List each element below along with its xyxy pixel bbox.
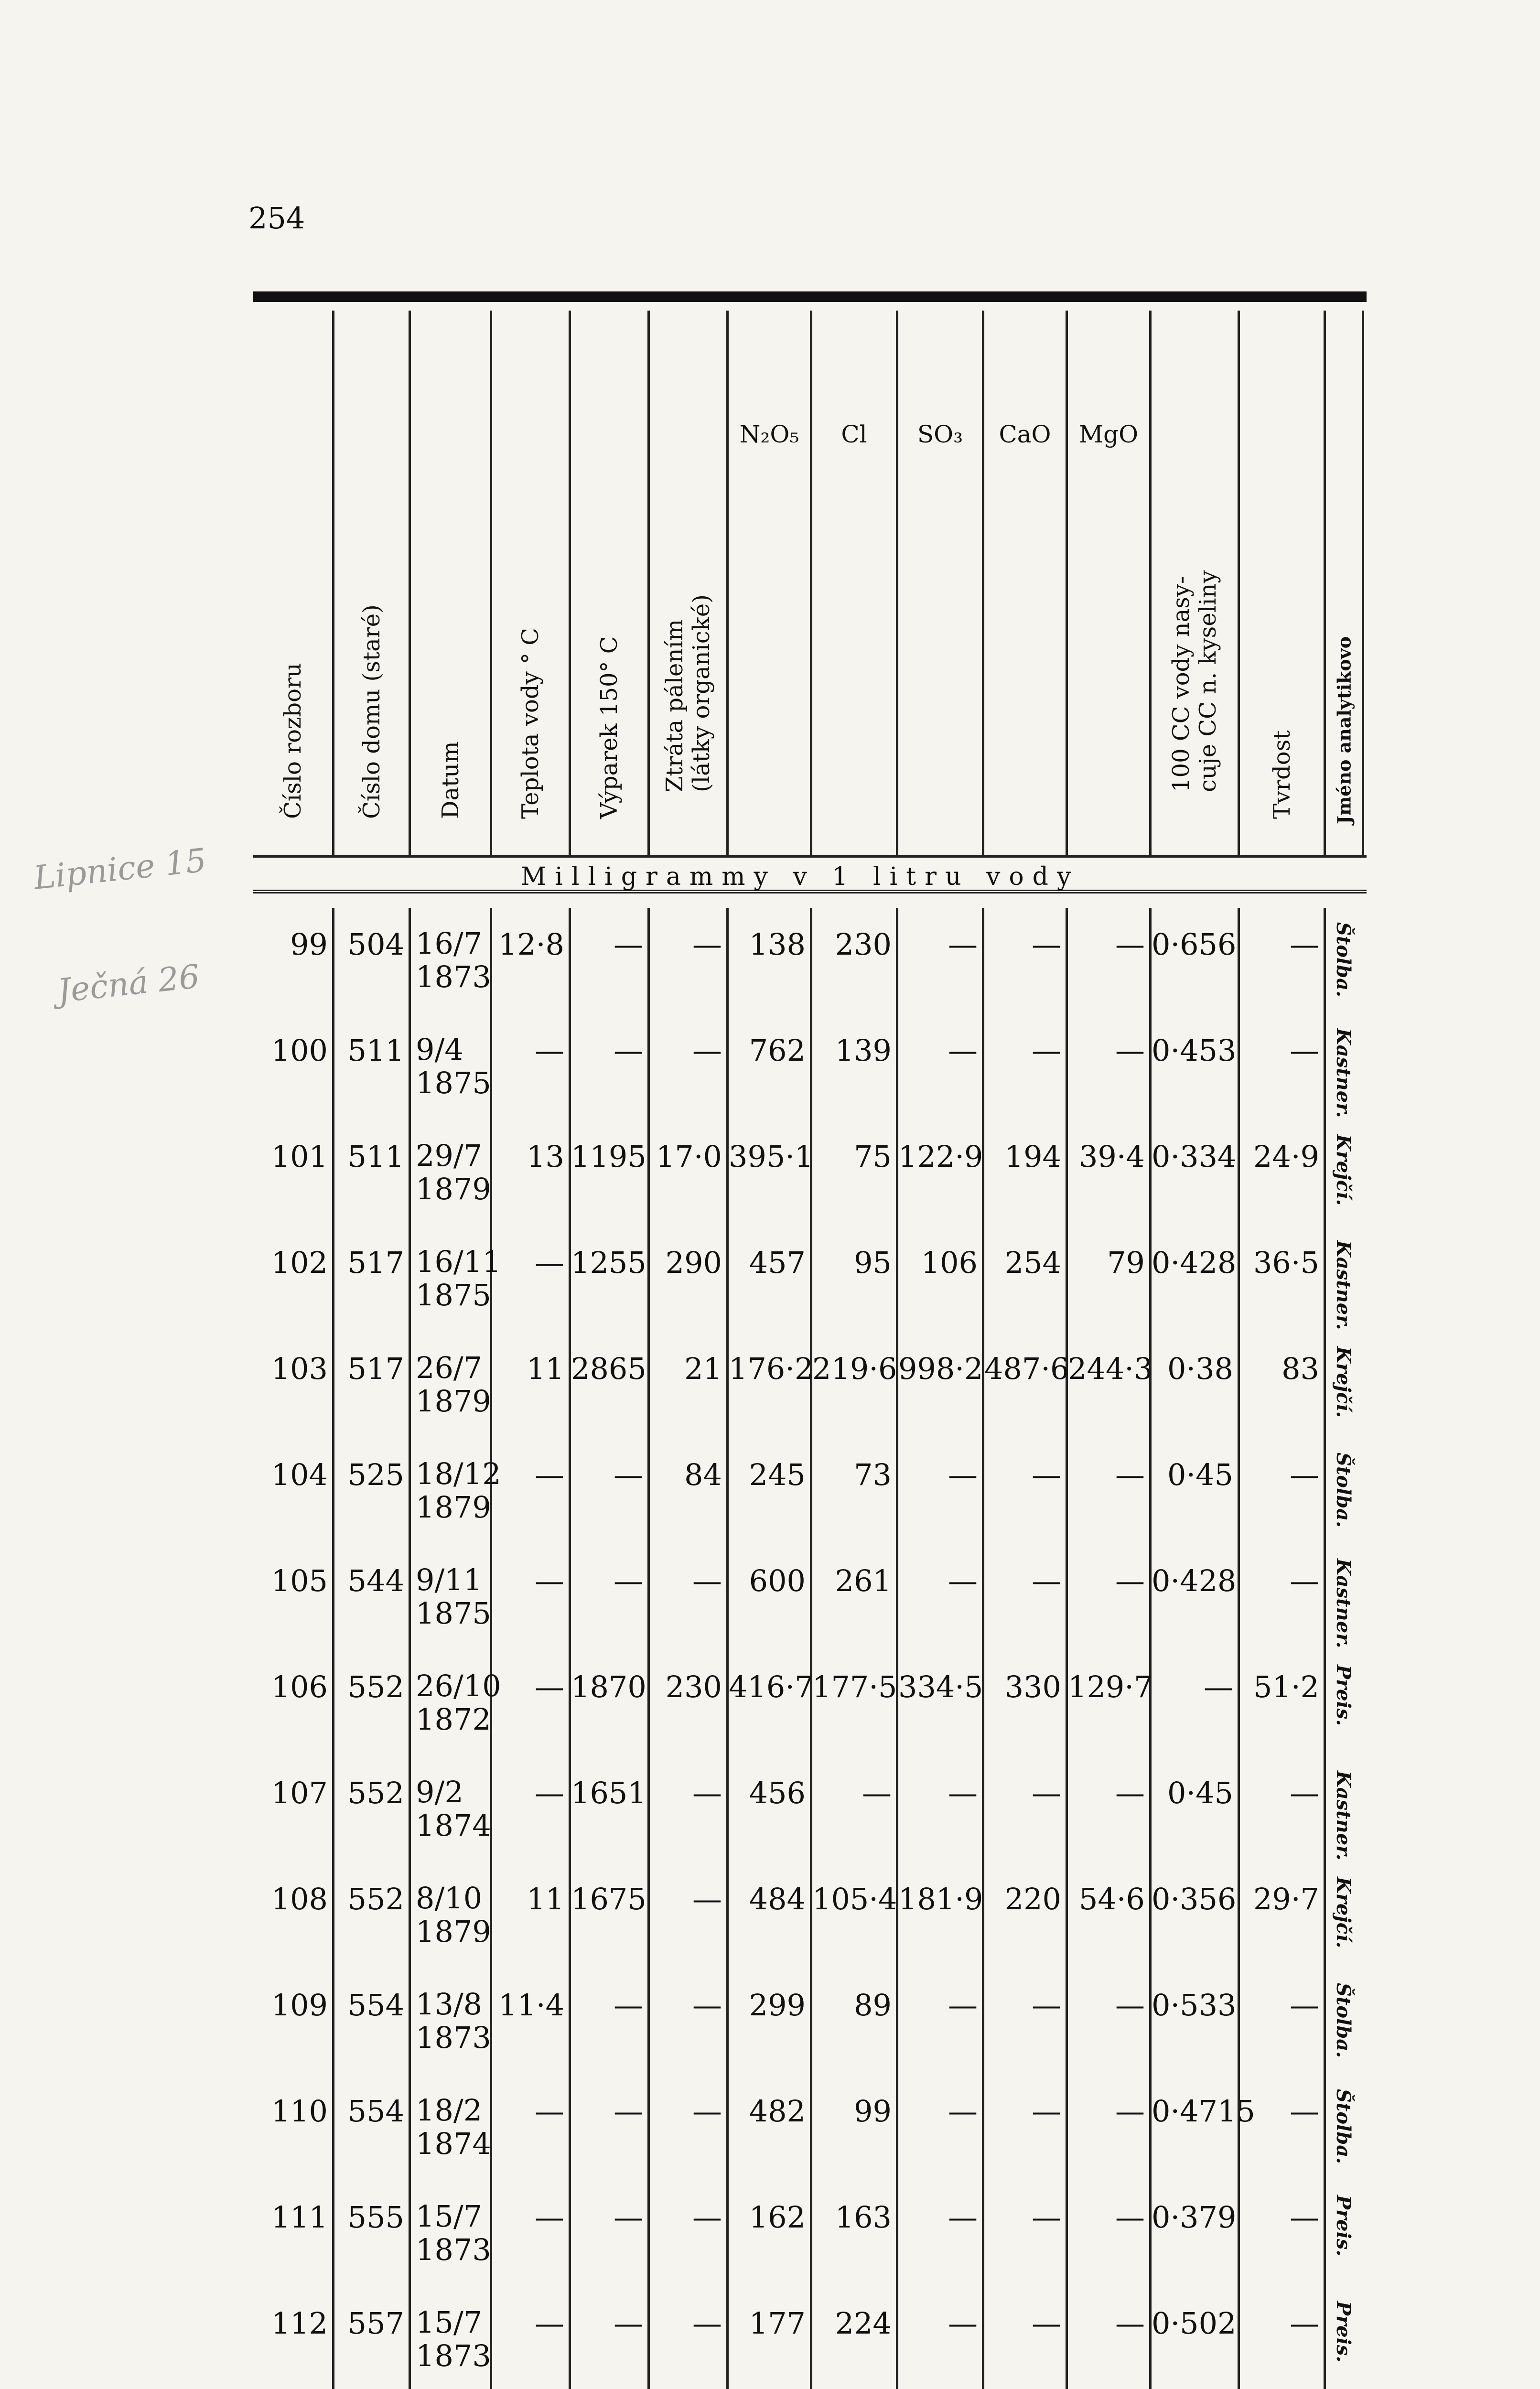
cell-datum: 15/7 1873 — [416, 2199, 491, 2267]
cell-so3: — — [948, 1457, 978, 1492]
cell-so3: 181·9 — [898, 1882, 983, 1916]
cell-mgo: — — [1115, 2306, 1145, 2341]
cell-so3: 998·2 — [898, 1351, 983, 1386]
cell-vyparek: — — [614, 2094, 643, 2129]
table-row — [253, 1756, 1367, 1865]
cell-tvrdost: — — [1290, 1988, 1319, 2023]
cell-analytik: Krejčí. — [1332, 1346, 1355, 1418]
cell-teplota: — — [535, 2306, 564, 2341]
cell-vyparek: 1651 — [571, 1776, 646, 1810]
cell-n2o5: 482 — [749, 2094, 806, 2129]
cell-tvrdost: 83 — [1282, 1351, 1319, 1386]
cell-tvrdost: — — [1290, 2094, 1319, 2129]
cell-nasyceni: 0·428 — [1152, 1563, 1237, 1598]
cell-analytik: Kastner. — [1332, 1559, 1355, 1648]
cell-nasyceni: 0·656 — [1152, 927, 1237, 962]
cell-mgo: — — [1115, 1563, 1145, 1598]
cell-vyparek: 1870 — [571, 1669, 646, 1704]
header-label: Tvrdost — [1268, 730, 1295, 819]
table-row — [253, 1332, 1367, 1441]
table-row — [253, 1650, 1367, 1759]
cell-cl: 75 — [854, 1139, 892, 1174]
cell-cislo-rozboru: 101 — [271, 1139, 328, 1174]
header-col-cao — [984, 311, 1068, 855]
cell-so3: — — [948, 1563, 978, 1598]
cell-cislo-rozboru: 111 — [271, 2200, 328, 2235]
cell-ztrata: — — [692, 2200, 722, 2235]
cell-cao: 330 — [1004, 1669, 1061, 1704]
cell-analytik: Kastner. — [1332, 1028, 1355, 1118]
cell-analytik: Krejčí. — [1332, 1134, 1355, 1206]
cell-datum: 18/12 1879 — [416, 1456, 501, 1525]
cell-mgo: 244·3 — [1068, 1351, 1153, 1386]
cell-cislo-domu: 555 — [347, 2200, 404, 2235]
cell-vyparek: 2865 — [571, 1351, 646, 1386]
top-rule — [253, 291, 1367, 302]
cell-datum: 9/4 1875 — [416, 1032, 491, 1100]
margin-note: Lipnice 15 — [32, 841, 208, 897]
cell-analytik: Preis. — [1332, 1665, 1355, 1726]
cell-tvrdost: 36·5 — [1253, 1245, 1319, 1280]
cell-so3: — — [948, 1033, 978, 1068]
cell-ztrata: — — [692, 1988, 722, 2023]
cell-cl: 163 — [835, 2200, 892, 2235]
header-label: Číslo rozboru — [279, 663, 306, 819]
table-row — [253, 1544, 1367, 1653]
cell-vyparek: 1195 — [571, 1139, 646, 1174]
cell-cao: — — [1032, 1988, 1061, 2023]
cell-nasyceni: 0·379 — [1152, 2200, 1237, 2235]
cell-teplota: — — [535, 2200, 564, 2235]
cell-vyparek: — — [614, 1457, 643, 1492]
cell-cislo-domu: 554 — [347, 1988, 404, 2023]
cell-so3: — — [948, 1988, 978, 2023]
cell-teplota: 11 — [527, 1351, 564, 1386]
cell-mgo: — — [1115, 927, 1145, 962]
cell-mgo: — — [1115, 1776, 1145, 1810]
cell-cl: 95 — [854, 1245, 892, 1280]
cell-ztrata: 290 — [665, 1245, 722, 1280]
cell-mgo: 79 — [1107, 1245, 1145, 1280]
cell-nasyceni: — — [1204, 1669, 1233, 1704]
cell-ztrata: 230 — [665, 1669, 722, 1704]
cell-analytik: Štolba. — [1332, 2089, 1355, 2164]
header-col-cl — [812, 311, 898, 855]
cell-cislo-domu: 504 — [347, 927, 404, 962]
header-col-mgo — [1068, 311, 1152, 855]
cell-cl: 230 — [835, 927, 892, 962]
header-col-ztrata — [650, 311, 729, 855]
cell-datum: 9/11 1875 — [416, 1562, 491, 1631]
header-label: Výparek 150° C — [596, 636, 623, 819]
cell-tvrdost: 29·7 — [1253, 1882, 1319, 1916]
table-row — [253, 2287, 1367, 2389]
table-row — [253, 1438, 1367, 1547]
cell-teplota: 12·8 — [498, 927, 564, 962]
table-row — [253, 2075, 1367, 2184]
cell-ztrata: — — [692, 2094, 722, 2129]
cell-cislo-rozboru: 107 — [271, 1776, 328, 1810]
cell-nasyceni: 0·453 — [1152, 1033, 1237, 1068]
cell-n2o5: 416·7 — [729, 1669, 814, 1704]
cell-cao: 194 — [1004, 1139, 1061, 1174]
cell-datum: 16/7 1873 — [416, 926, 491, 994]
header-label: CaO — [999, 420, 1051, 448]
cell-mgo: 129·7 — [1068, 1669, 1153, 1704]
cell-ztrata: — — [692, 1563, 722, 1598]
cell-n2o5: 138 — [749, 927, 806, 962]
cell-cislo-domu: 517 — [347, 1245, 404, 1280]
table-body — [253, 908, 1367, 2389]
header-label: SO₃ — [917, 420, 963, 448]
table-row — [253, 1862, 1367, 1971]
cell-so3: 106 — [921, 1245, 978, 1280]
cell-vyparek: — — [614, 1563, 643, 1598]
cell-ztrata: — — [692, 1033, 722, 1068]
cell-vyparek: — — [614, 2200, 643, 2235]
header-label: Jméno analytikovo — [1333, 636, 1355, 824]
header-col-tvrdost — [1240, 311, 1326, 855]
cell-n2o5: 299 — [749, 1988, 806, 2023]
table-row — [253, 1226, 1367, 1335]
cell-cislo-domu: 517 — [347, 1351, 404, 1386]
cell-cao: 254 — [1004, 1245, 1061, 1280]
cell-analytik: Kastner. — [1332, 1240, 1355, 1330]
table-row — [253, 1969, 1367, 2077]
cell-teplota: — — [535, 1776, 564, 1810]
header-col-n2o5 — [729, 311, 812, 855]
cell-teplota: — — [535, 2094, 564, 2129]
cell-tvrdost: — — [1290, 1033, 1319, 1068]
cell-analytik: Preis. — [1332, 2195, 1355, 2257]
table-row — [253, 1120, 1367, 1229]
cell-cao: 220 — [1004, 1882, 1061, 1916]
cell-datum: 29/7 1879 — [416, 1138, 491, 1206]
cell-datum: 26/10 1872 — [416, 1668, 501, 1737]
cell-cl: 73 — [854, 1457, 892, 1492]
cell-tvrdost: — — [1290, 1563, 1319, 1598]
cell-so3: — — [948, 1776, 978, 1810]
units-row — [253, 855, 1367, 893]
cell-cl: 261 — [835, 1563, 892, 1598]
cell-cislo-rozboru: 110 — [271, 2094, 328, 2129]
cell-vyparek: — — [614, 1033, 643, 1068]
header-col-cislo-domu — [334, 311, 411, 855]
cell-nasyceni: 0·45 — [1167, 1776, 1233, 1810]
margin-note: Ječná 26 — [55, 958, 202, 1011]
cell-vyparek: — — [614, 2306, 643, 2341]
cell-so3: 334·5 — [898, 1669, 983, 1704]
cell-tvrdost: — — [1290, 1457, 1319, 1492]
cell-tvrdost: — — [1290, 927, 1319, 962]
cell-nasyceni: 0·533 — [1152, 1988, 1237, 2023]
header-label: Datum — [437, 741, 464, 819]
cell-nasyceni: 0·4715 — [1152, 2094, 1255, 2129]
cell-n2o5: 484 — [749, 1882, 806, 1916]
header-label: Ztráta pálením (látky organické) — [661, 594, 715, 792]
cell-vyparek: 1675 — [571, 1882, 646, 1916]
cell-tvrdost: 24·9 — [1253, 1139, 1319, 1174]
cell-ztrata: — — [692, 927, 722, 962]
cell-teplota: — — [535, 1563, 564, 1598]
cell-cislo-domu: 552 — [347, 1776, 404, 1810]
header-col-analytik — [1326, 311, 1364, 855]
cell-n2o5: 245 — [749, 1457, 806, 1492]
cell-analytik: Krejčí. — [1332, 1877, 1355, 1948]
cell-cl: 89 — [854, 1988, 892, 2023]
cell-so3: — — [948, 2094, 978, 2129]
cell-datum: 16/11 1875 — [416, 1244, 501, 1313]
cell-analytik: Štolba. — [1332, 1983, 1355, 2058]
cell-mgo: — — [1115, 2200, 1145, 2235]
header-col-teplota — [492, 311, 571, 855]
water-analysis-table — [253, 291, 1367, 2389]
cell-n2o5: 762 — [749, 1033, 806, 1068]
units-label: Milligrammy v 1 litru vody — [521, 862, 1080, 891]
cell-teplota: 13 — [527, 1139, 564, 1174]
cell-n2o5: 177 — [749, 2306, 806, 2341]
cell-vyparek: 1255 — [571, 1245, 646, 1280]
cell-teplota: — — [535, 1033, 564, 1068]
cell-cl: — — [862, 1776, 892, 1810]
cell-cislo-rozboru: 109 — [271, 1988, 328, 2023]
cell-mgo: 54·6 — [1078, 1882, 1145, 1916]
cell-nasyceni: 0·45 — [1167, 1457, 1233, 1492]
header-col-nasyceni — [1152, 311, 1240, 855]
cell-cislo-rozboru: 103 — [271, 1351, 328, 1386]
header-col-so3 — [898, 311, 984, 855]
cell-cislo-domu: 552 — [347, 1882, 404, 1916]
cell-mgo: 39·4 — [1078, 1139, 1145, 1174]
header-label: Teplota vody ° C — [517, 628, 544, 819]
table-header — [253, 311, 1367, 855]
cell-teplota: 11 — [527, 1882, 564, 1916]
cell-cl: 219·6 — [812, 1351, 897, 1386]
cell-datum: 26/7 1879 — [416, 1350, 491, 1419]
cell-ztrata: 21 — [684, 1351, 722, 1386]
cell-so3: — — [948, 2306, 978, 2341]
cell-cislo-rozboru: 108 — [271, 1882, 328, 1916]
cell-cao: 487·6 — [984, 1351, 1069, 1386]
cell-nasyceni: 0·356 — [1152, 1882, 1237, 1916]
cell-datum: 8/10 1879 — [416, 1881, 491, 1949]
cell-datum: 15/7 1873 — [416, 2305, 491, 2373]
cell-cao: — — [1032, 1776, 1061, 1810]
cell-cislo-domu: 554 — [347, 2094, 404, 2129]
header-label: 100 CC vody nasy- cuje CC n. kyseliny — [1168, 570, 1221, 792]
cell-nasyceni: 0·502 — [1152, 2306, 1237, 2341]
cell-cislo-domu: 552 — [347, 1669, 404, 1704]
cell-nasyceni: 0·334 — [1152, 1139, 1237, 1174]
cell-cl: 177·5 — [812, 1669, 897, 1704]
cell-so3: — — [948, 2200, 978, 2235]
cell-cao: — — [1032, 2200, 1061, 2235]
cell-nasyceni: 0·38 — [1167, 1351, 1233, 1386]
cell-cislo-rozboru: 104 — [271, 1457, 328, 1492]
cell-tvrdost: — — [1290, 2306, 1319, 2341]
cell-cao: — — [1032, 1563, 1061, 1598]
cell-datum: 18/2 1874 — [416, 2093, 491, 2161]
cell-teplota: — — [535, 1245, 564, 1280]
cell-analytik: Kastner. — [1332, 1771, 1355, 1861]
header-col-cislo-rozboru — [253, 311, 334, 855]
cell-cislo-domu: 525 — [347, 1457, 404, 1492]
cell-so3: 122·9 — [898, 1139, 983, 1174]
cell-cao: — — [1032, 1457, 1061, 1492]
cell-cl: 139 — [835, 1033, 892, 1068]
cell-mgo: — — [1115, 2094, 1145, 2129]
cell-mgo: — — [1115, 1988, 1145, 2023]
cell-n2o5: 456 — [749, 1776, 806, 1810]
cell-analytik: Preis. — [1332, 2301, 1355, 2363]
cell-tvrdost: — — [1290, 1776, 1319, 1810]
cell-ztrata: — — [692, 2306, 722, 2341]
cell-tvrdost: 51·2 — [1253, 1669, 1319, 1704]
cell-ztrata: — — [692, 1776, 722, 1810]
cell-teplota: 11·4 — [498, 1988, 564, 2023]
cell-n2o5: 457 — [749, 1245, 806, 1280]
header-label: MgO — [1078, 420, 1139, 448]
cell-cislo-rozboru: 100 — [271, 1033, 328, 1068]
cell-ztrata: — — [692, 1882, 722, 1916]
cell-teplota: — — [535, 1669, 564, 1704]
cell-datum: 13/8 1873 — [416, 1987, 491, 2055]
cell-cislo-domu: 511 — [347, 1139, 404, 1174]
cell-mgo: — — [1115, 1033, 1145, 1068]
table-row — [253, 908, 1367, 1017]
cell-n2o5: 395·1 — [729, 1139, 814, 1174]
cell-cislo-rozboru: 105 — [271, 1563, 328, 1598]
header-label: Číslo domu (staré) — [358, 604, 385, 819]
cell-cao: — — [1032, 2094, 1061, 2129]
cell-ztrata: 84 — [684, 1457, 722, 1492]
header-col-vyparek — [571, 311, 650, 855]
cell-datum: 9/2 1874 — [416, 1775, 491, 1843]
table-row — [253, 2181, 1367, 2290]
cell-cislo-rozboru: 99 — [290, 927, 328, 962]
page-number: 254 — [248, 201, 305, 236]
header-label: N₂O₅ — [739, 420, 799, 448]
cell-cao: — — [1032, 927, 1061, 962]
cell-n2o5: 162 — [749, 2200, 806, 2235]
header-col-datum — [411, 311, 492, 855]
cell-tvrdost: — — [1290, 2200, 1319, 2235]
cell-cao: — — [1032, 1033, 1061, 1068]
cell-cl: 105·4 — [812, 1882, 897, 1916]
cell-mgo: — — [1115, 1457, 1145, 1492]
cell-nasyceni: 0·428 — [1152, 1245, 1237, 1280]
cell-vyparek: — — [614, 1988, 643, 2023]
cell-teplota: — — [535, 1457, 564, 1492]
cell-n2o5: 600 — [749, 1563, 806, 1598]
cell-cislo-domu: 557 — [347, 2306, 404, 2341]
cell-cao: — — [1032, 2306, 1061, 2341]
cell-cl: 99 — [854, 2094, 892, 2129]
cell-analytik: Štolba. — [1332, 922, 1355, 998]
cell-cl: 224 — [835, 2306, 892, 2341]
cell-so3: — — [948, 927, 978, 962]
cell-cislo-rozboru: 112 — [271, 2306, 328, 2341]
cell-cislo-rozboru: 102 — [271, 1245, 328, 1280]
table-row — [253, 1014, 1367, 1123]
cell-cislo-rozboru: 106 — [271, 1669, 328, 1704]
cell-cislo-domu: 511 — [347, 1033, 404, 1068]
cell-vyparek: — — [614, 927, 643, 962]
cell-n2o5: 176·2 — [729, 1351, 814, 1386]
cell-cislo-domu: 544 — [347, 1563, 404, 1598]
cell-analytik: Štolba. — [1332, 1453, 1355, 1528]
header-label: Cl — [841, 420, 867, 448]
cell-ztrata: 17·0 — [656, 1139, 722, 1174]
